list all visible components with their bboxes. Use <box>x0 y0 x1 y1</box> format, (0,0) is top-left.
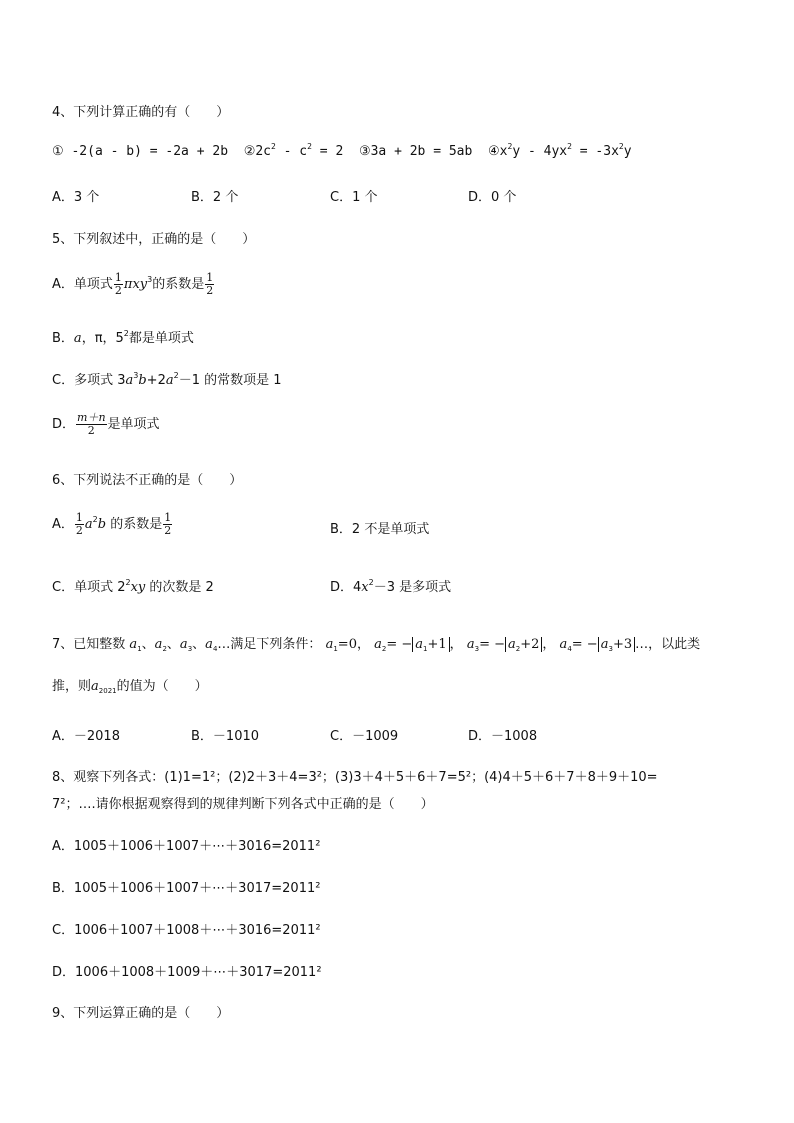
q4-option-c: C．1 个 <box>330 190 378 205</box>
q7-option-a: A．－2018 <box>52 729 120 744</box>
q4-option-b: B．2 个 <box>191 190 239 205</box>
q5-option-b: B．a，π，$5^2$都是单项式 <box>52 329 194 346</box>
q8-stem-line1: 8、观察下列各式：(1)1=1²；(2)2＋3＋4=3²；(3)3＋4＋5＋6＋7=5²；(4)4＋5＋6＋7＋8＋9＋10= <box>52 770 658 785</box>
q7-option-c: C．－1009 <box>330 729 399 744</box>
q5-option-a: A．单项式 $\frac{1}{2}$ πxy$^3$的系数是 $\frac{1}{2}$ <box>52 271 214 297</box>
q7-stem-line1: 7、已知整数 $a_1$、$a_2$、$a_3$、$a_4\dots$满足下列条件： $a_1=0$， $a_2= - a_1+1$ ， $a_3= - a_2+2$ ， $a_4= - a_3+3$ …，以此类 <box>52 637 701 653</box>
q5-stem: 5、下列叙述中，正确的是（ ） <box>52 232 256 247</box>
q5-option-d: D． $\frac{m+n}{2}$ 是单项式 <box>52 411 160 437</box>
q8-option-b: B．1005＋1006＋1007＋⋯＋3017=2011² <box>52 881 321 896</box>
q7-stem-line2: 推，则$a_{2021}$的值为（ ） <box>52 679 208 695</box>
q6-stem: 6、下列说法不正确的是（ ） <box>52 473 243 488</box>
q6-option-d: D．$4x^2-3$ 是多项式 <box>330 578 452 595</box>
q4-items: ① -2(a - b) = -2a + 2b $②2c^2 - c^2 = 2$ ③3a + 2b = 5ab $④x^2y - 4yx^2 = -3x^2y$ <box>52 142 632 159</box>
q7-option-b: B．－1010 <box>191 729 260 744</box>
q6-option-a: A． $\frac{1}{2}$ $a^2b$ 的系数是 $\frac{1}{2}$ <box>52 511 172 537</box>
q6-option-c: C．单项式 $2^2xy$ 的次数是 2 <box>52 578 214 595</box>
q8-stem-line2: 7²；….请你根据观察得到的规律判断下列各式中正确的是（ ） <box>52 797 434 812</box>
q5-option-c: C．多项式 $3a^3b+2a^2-1$ 的常数项是 1 <box>52 371 282 388</box>
q8-option-a: A．1005＋1006＋1007＋⋯＋3016=2011² <box>52 839 321 854</box>
q9-stem: 9、下列运算正确的是（ ） <box>52 1006 230 1021</box>
q6-option-b: B．2 不是单项式 <box>330 522 430 537</box>
q8-option-d: D．1006＋1008＋1009＋⋯＋3017=2011² <box>52 965 322 980</box>
q8-option-c: C．1006＋1007＋1008＋⋯＋3016=2011² <box>52 923 321 938</box>
q4-stem: 4、下列计算正确的有（ ） <box>52 105 230 120</box>
q4-option-a: A．3 个 <box>52 190 100 205</box>
q7-option-d: D．－1008 <box>468 729 538 744</box>
q4-option-d: D．0 个 <box>468 190 517 205</box>
